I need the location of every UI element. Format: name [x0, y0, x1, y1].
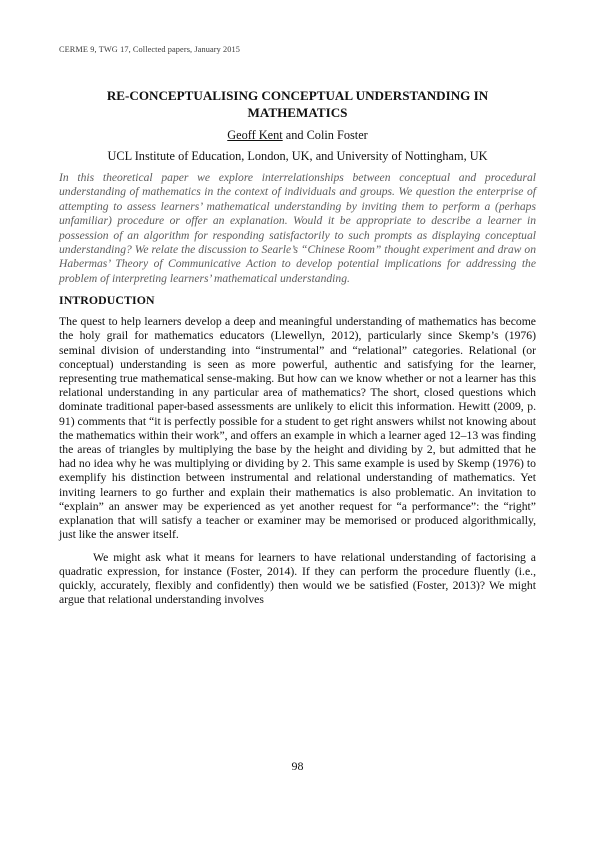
page-number: 98 — [291, 759, 304, 773]
body-paragraph-1: The quest to help learners develop a deep and meaningful understanding of mathematics has become the holy grail for mathematics educators (Llewellyn, 2012), particularly since Skemp’s (1976) seminal division of understanding into “instrumental” and “relational” categories. Relational (or conceptual) understanding is seen as more powerful, authentic and satisfying for the learner, representing true mathematical sense-making. But how can we know whether or not a learner has this relational understanding in any particular area of mathematics? The short, closed questions which dominate traditional paper-based assessments are unlikely to elicit this information. Hewitt (2009, p. 91) comments that “it is perfectly possible for a student to get right answers whilst not knowing about the mathematics within their work”, and offers an example in which a learner aged 12–13 was finding the areas of triangles by multiplying the base by the height and dividing by 2, but admitted that he had no idea why he was multiplying or dividing by 2. This same example is used by Skemp (1976) to exemplify his distinction between instrumental and relational understanding of mathematics. Yet inviting learners to go further and explain their mathematics is also problematic. An invitation to “explain” an answer may be experienced as yet another request for “a performance”: the “right” explanation that will satisfy a teacher or examiner may be memorised or produced algorithmically, just like the answer itself. — [59, 315, 536, 542]
author-separator: and — [282, 128, 307, 142]
paper-title: RE-CONCEPTUALISING CONCEPTUAL UNDERSTANDING IN MATHEMATICS — [106, 88, 489, 120]
body-paragraph-2: We might ask what it means for learners to have relational understanding of factorising a quadratic expression, for instance (Foster, 2014). If they can perform the procedure fluently (i.e., quickly, accurately, flexibly and confidently) then would we be satisfied (Foster, 2013)? We might argue that relational understanding involves — [59, 550, 536, 607]
author-first: Geoff Kent — [227, 128, 283, 142]
affiliation: UCL Institute of Education, London, UK, and University of Nottingham, UK — [107, 149, 488, 163]
author-line — [59, 128, 536, 143]
author-second: Colin Foster — [306, 128, 368, 142]
abstract: In this theoretical paper we explore interrelationships between conceptual and procedural understanding of mathematics in the context of individuals and groups. We question the enterprise of attempting to assess learners’ mathematical understanding by inviting them to perform a (perhaps unfamiliar) procedure or offer an explanation. Would it be appropriate to describe a learner in possession of an algorithm for responding satisfactorily to such prompts as displaying conceptual understanding? We relate the discussion to Searle’s “Chinese Room” thought experiment and draw on Habermas’ Theory of Communicative Action to develop potential implications for addressing the problem of interpreting learners’ mathematical understanding. — [59, 171, 536, 285]
running-header: CERME 9, TWG 17, Collected papers, January 2015 — [59, 45, 241, 54]
section-heading-introduction: INTRODUCTION — [59, 293, 155, 308]
